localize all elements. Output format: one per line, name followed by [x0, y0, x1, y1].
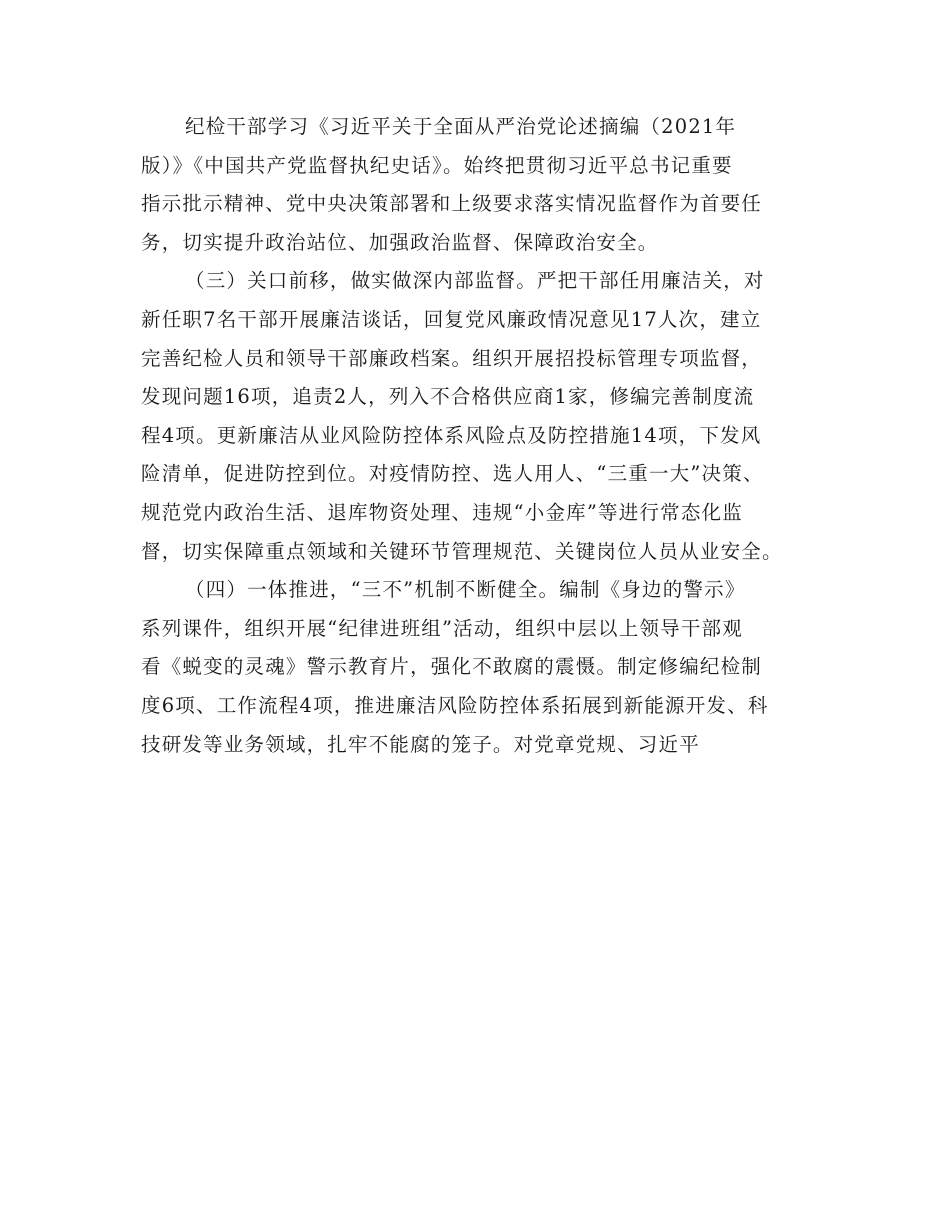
paragraph-line: 新任职7名干部开展廉洁谈话，回复党风廉政情况意见17人次，建立	[141, 307, 762, 331]
paragraph-line: 技研发等业务领域，扎牢不能腐的笼子。对党章党规、习近平	[141, 732, 700, 756]
paragraph-line: 务，切实提升政治站位、加强政治监督、保障政治安全。	[141, 230, 659, 254]
paragraph-line: 完善纪检人员和领导干部廉政档案。组织开展招投标管理专项监督，	[141, 346, 763, 370]
paragraph-line: 版）》《中国共产党监督执纪史话》。始终把贯彻习近平总书记重要	[141, 153, 733, 177]
paragraph-line: 险清单，促进防控到位。对疫情防控、选人用人、“三重一大”决策、	[141, 462, 764, 486]
paragraph-line: 发现问题16项，追责2人，列入不合格供应商1家，修编完善制度流	[141, 385, 755, 409]
section-four-heading-line: （四）一体推进，“三不”机制不断健全。编制《身边的警示》	[185, 578, 746, 602]
paragraph-line: 度6项、工作流程4项，推进廉洁风险防控体系拓展到新能源开发、科	[141, 693, 769, 717]
paragraph-line: 看《蜕变的灵魂》警示教育片，强化不敢腐的震慑。制定修编纪检制	[141, 655, 763, 679]
paragraph-line: 规范党内政治生活、退库物资处理、违规“小金库”等进行常态化监	[141, 500, 743, 524]
paragraph-line: 纪检干部学习《习近平关于全面从严治党论述摘编（2021年	[185, 115, 737, 138]
document-body	[141, 108, 811, 764]
paragraph-line: 督，切实保障重点领域和关键环节管理规范、关键岗位人员从业安全。	[141, 539, 783, 563]
paragraph-line: 指示批示精神、党中央决策部署和上级要求落实情况监督作为首要任	[141, 192, 763, 216]
paragraph-line: 程4项。更新廉洁从业风险防控体系风险点及防控措施14项，下发风	[141, 423, 762, 447]
paragraph-line: 系列课件，组织开展“纪律进班组”活动，组织中层以上领导干部观	[141, 616, 743, 640]
section-three-heading-line: （三）关口前移，做实做深内部监督。严把干部任用廉洁关，对	[185, 269, 765, 293]
